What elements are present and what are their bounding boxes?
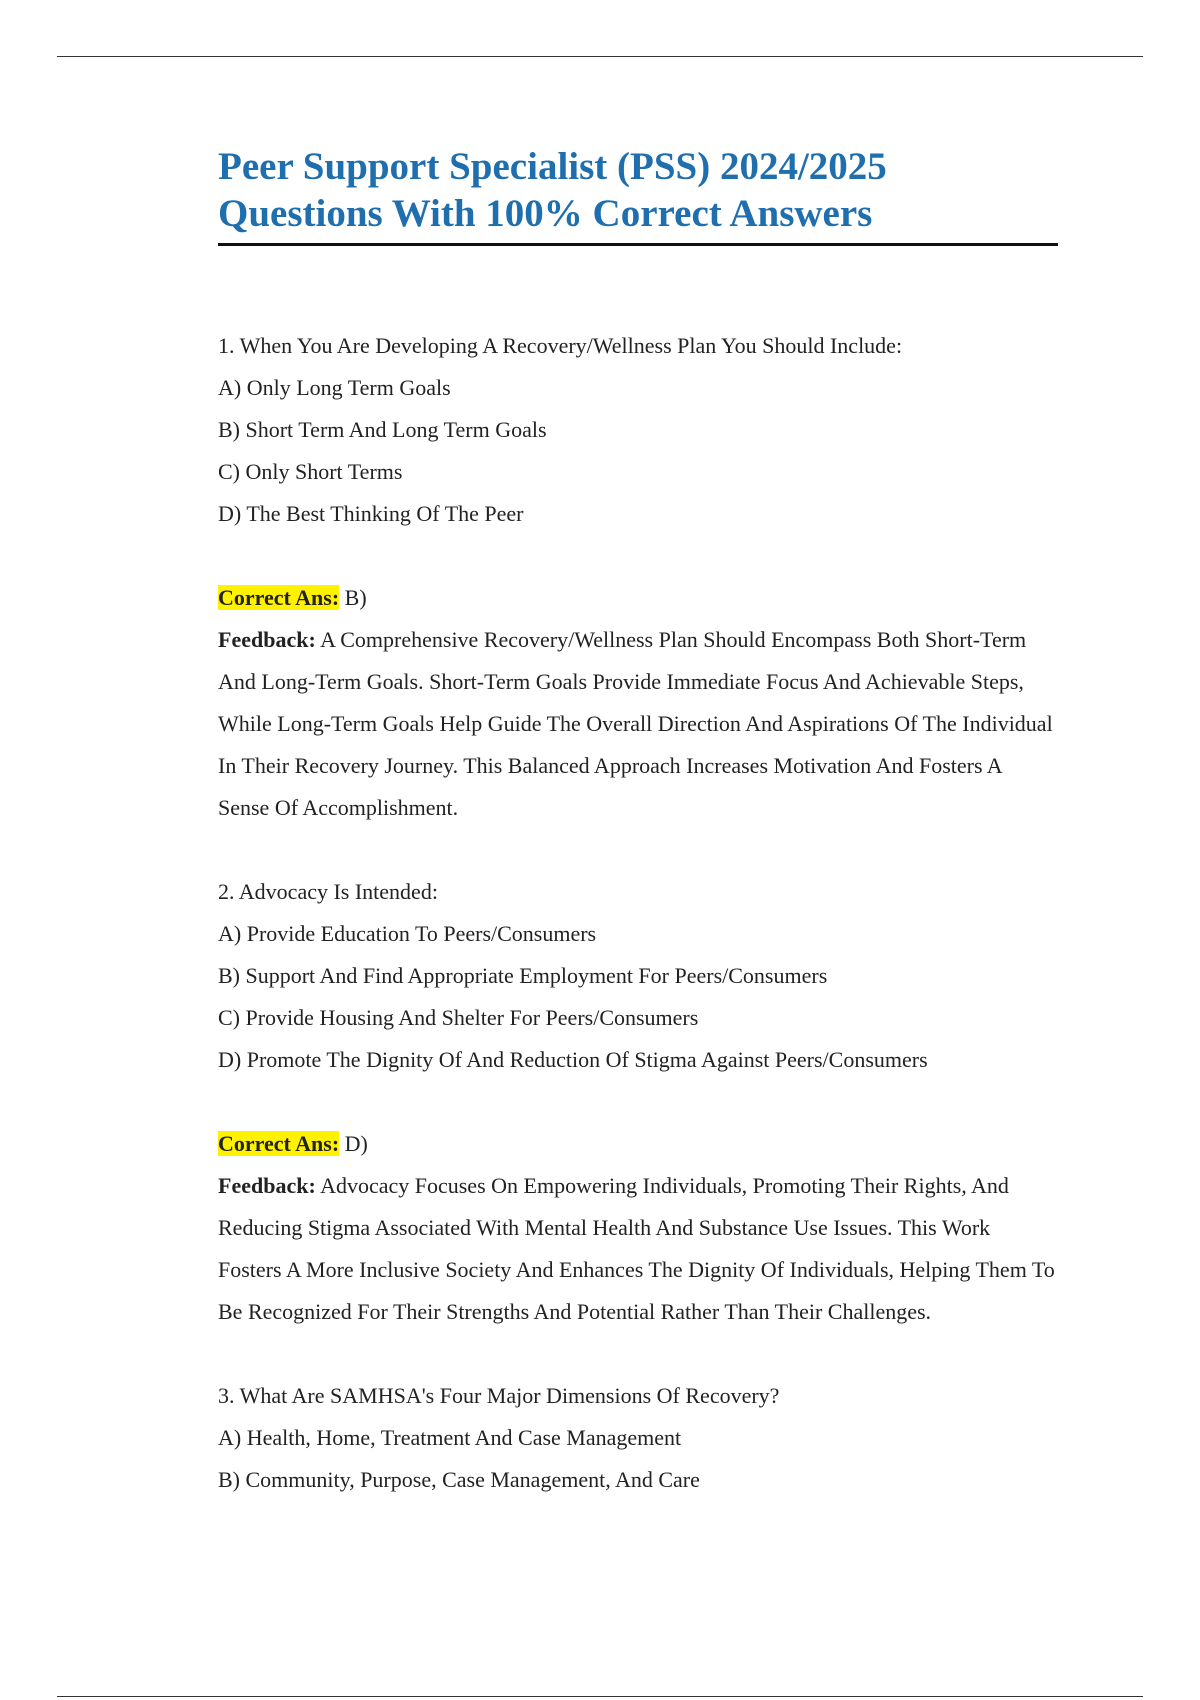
correct-answer	[218, 577, 1058, 619]
question-text: 1. When You Are Developing A Recovery/Wellness Plan You Should Include:	[218, 333, 903, 358]
option-a: A) Health, Home, Treatment And Case Management	[218, 1425, 682, 1450]
feedback-label: Feedback:	[218, 627, 316, 652]
option-c: C) Provide Housing And Shelter For Peers/Consumers	[218, 1005, 699, 1030]
feedback-label: Feedback:	[218, 1173, 316, 1198]
title-block	[218, 143, 1058, 246]
question-text: 3. What Are SAMHSA's Four Major Dimensions Of Recovery?	[218, 1383, 780, 1408]
option-list	[218, 367, 1058, 535]
question-block-2	[218, 871, 1058, 1333]
option-list	[218, 1417, 1058, 1501]
option-c: C) Only Short Terms	[218, 459, 403, 484]
feedback-text: Advocacy Focuses On Empowering Individuals, Promoting Their Rights, And Reducing Stigma Associated With Mental Health And Substance Use Issues. This Work Fosters A More Inclusive Society And Enhances The Dignity Of Individuals, Helping Them To Be Recognized For Their Strengths And Potential Rather Than Their Challenges.	[218, 1173, 1055, 1324]
option-b: B) Short Term And Long Term Goals	[218, 417, 547, 442]
answer-block	[218, 1123, 1058, 1333]
option-list	[218, 913, 1058, 1081]
option-d: D) Promote The Dignity Of And Reduction Of Stigma Against Peers/Consumers	[218, 1047, 928, 1072]
option-a: A) Only Long Term Goals	[218, 375, 451, 400]
correct-answer-value: B)	[344, 585, 367, 610]
page-top-rule	[57, 56, 1143, 57]
title-line-1: Peer Support Specialist (PSS) 2024/2025	[218, 145, 887, 188]
correct-answer-label: Correct Ans:	[218, 585, 340, 610]
correct-answer	[218, 1123, 1058, 1165]
question-text: 2. Advocacy Is Intended:	[218, 879, 438, 904]
answer-block	[218, 577, 1058, 829]
title-underline	[218, 243, 1058, 246]
question-block-1	[218, 325, 1058, 829]
document-title	[218, 143, 1058, 237]
option-a: A) Provide Education To Peers/Consumers	[218, 921, 597, 946]
page-bottom-rule	[57, 1696, 1143, 1697]
title-line-2: Questions With 100% Correct Answers	[218, 192, 873, 235]
option-b: B) Support And Find Appropriate Employment For Peers/Consumers	[218, 963, 828, 988]
option-d: D) The Best Thinking Of The Peer	[218, 501, 524, 526]
feedback	[218, 619, 1058, 829]
question-content	[218, 325, 1058, 1543]
correct-answer-label: Correct Ans:	[218, 1131, 340, 1156]
correct-answer-value: D)	[344, 1131, 368, 1156]
feedback-text: A Comprehensive Recovery/Wellness Plan Should Encompass Both Short-Term And Long-Term Goals. Short-Term Goals Provide Immediate Focus And Achievable Steps, While Long-Term Goals Help Guide The Overall Direction And Aspirations Of The Individual In Their Recovery Journey. This Balanced Approach Increases Motivation And Fosters A Sense Of Accomplishment.	[218, 627, 1053, 820]
option-b: B) Community, Purpose, Case Management, And Care	[218, 1467, 700, 1492]
question-block-3	[218, 1375, 1058, 1501]
feedback	[218, 1165, 1058, 1333]
